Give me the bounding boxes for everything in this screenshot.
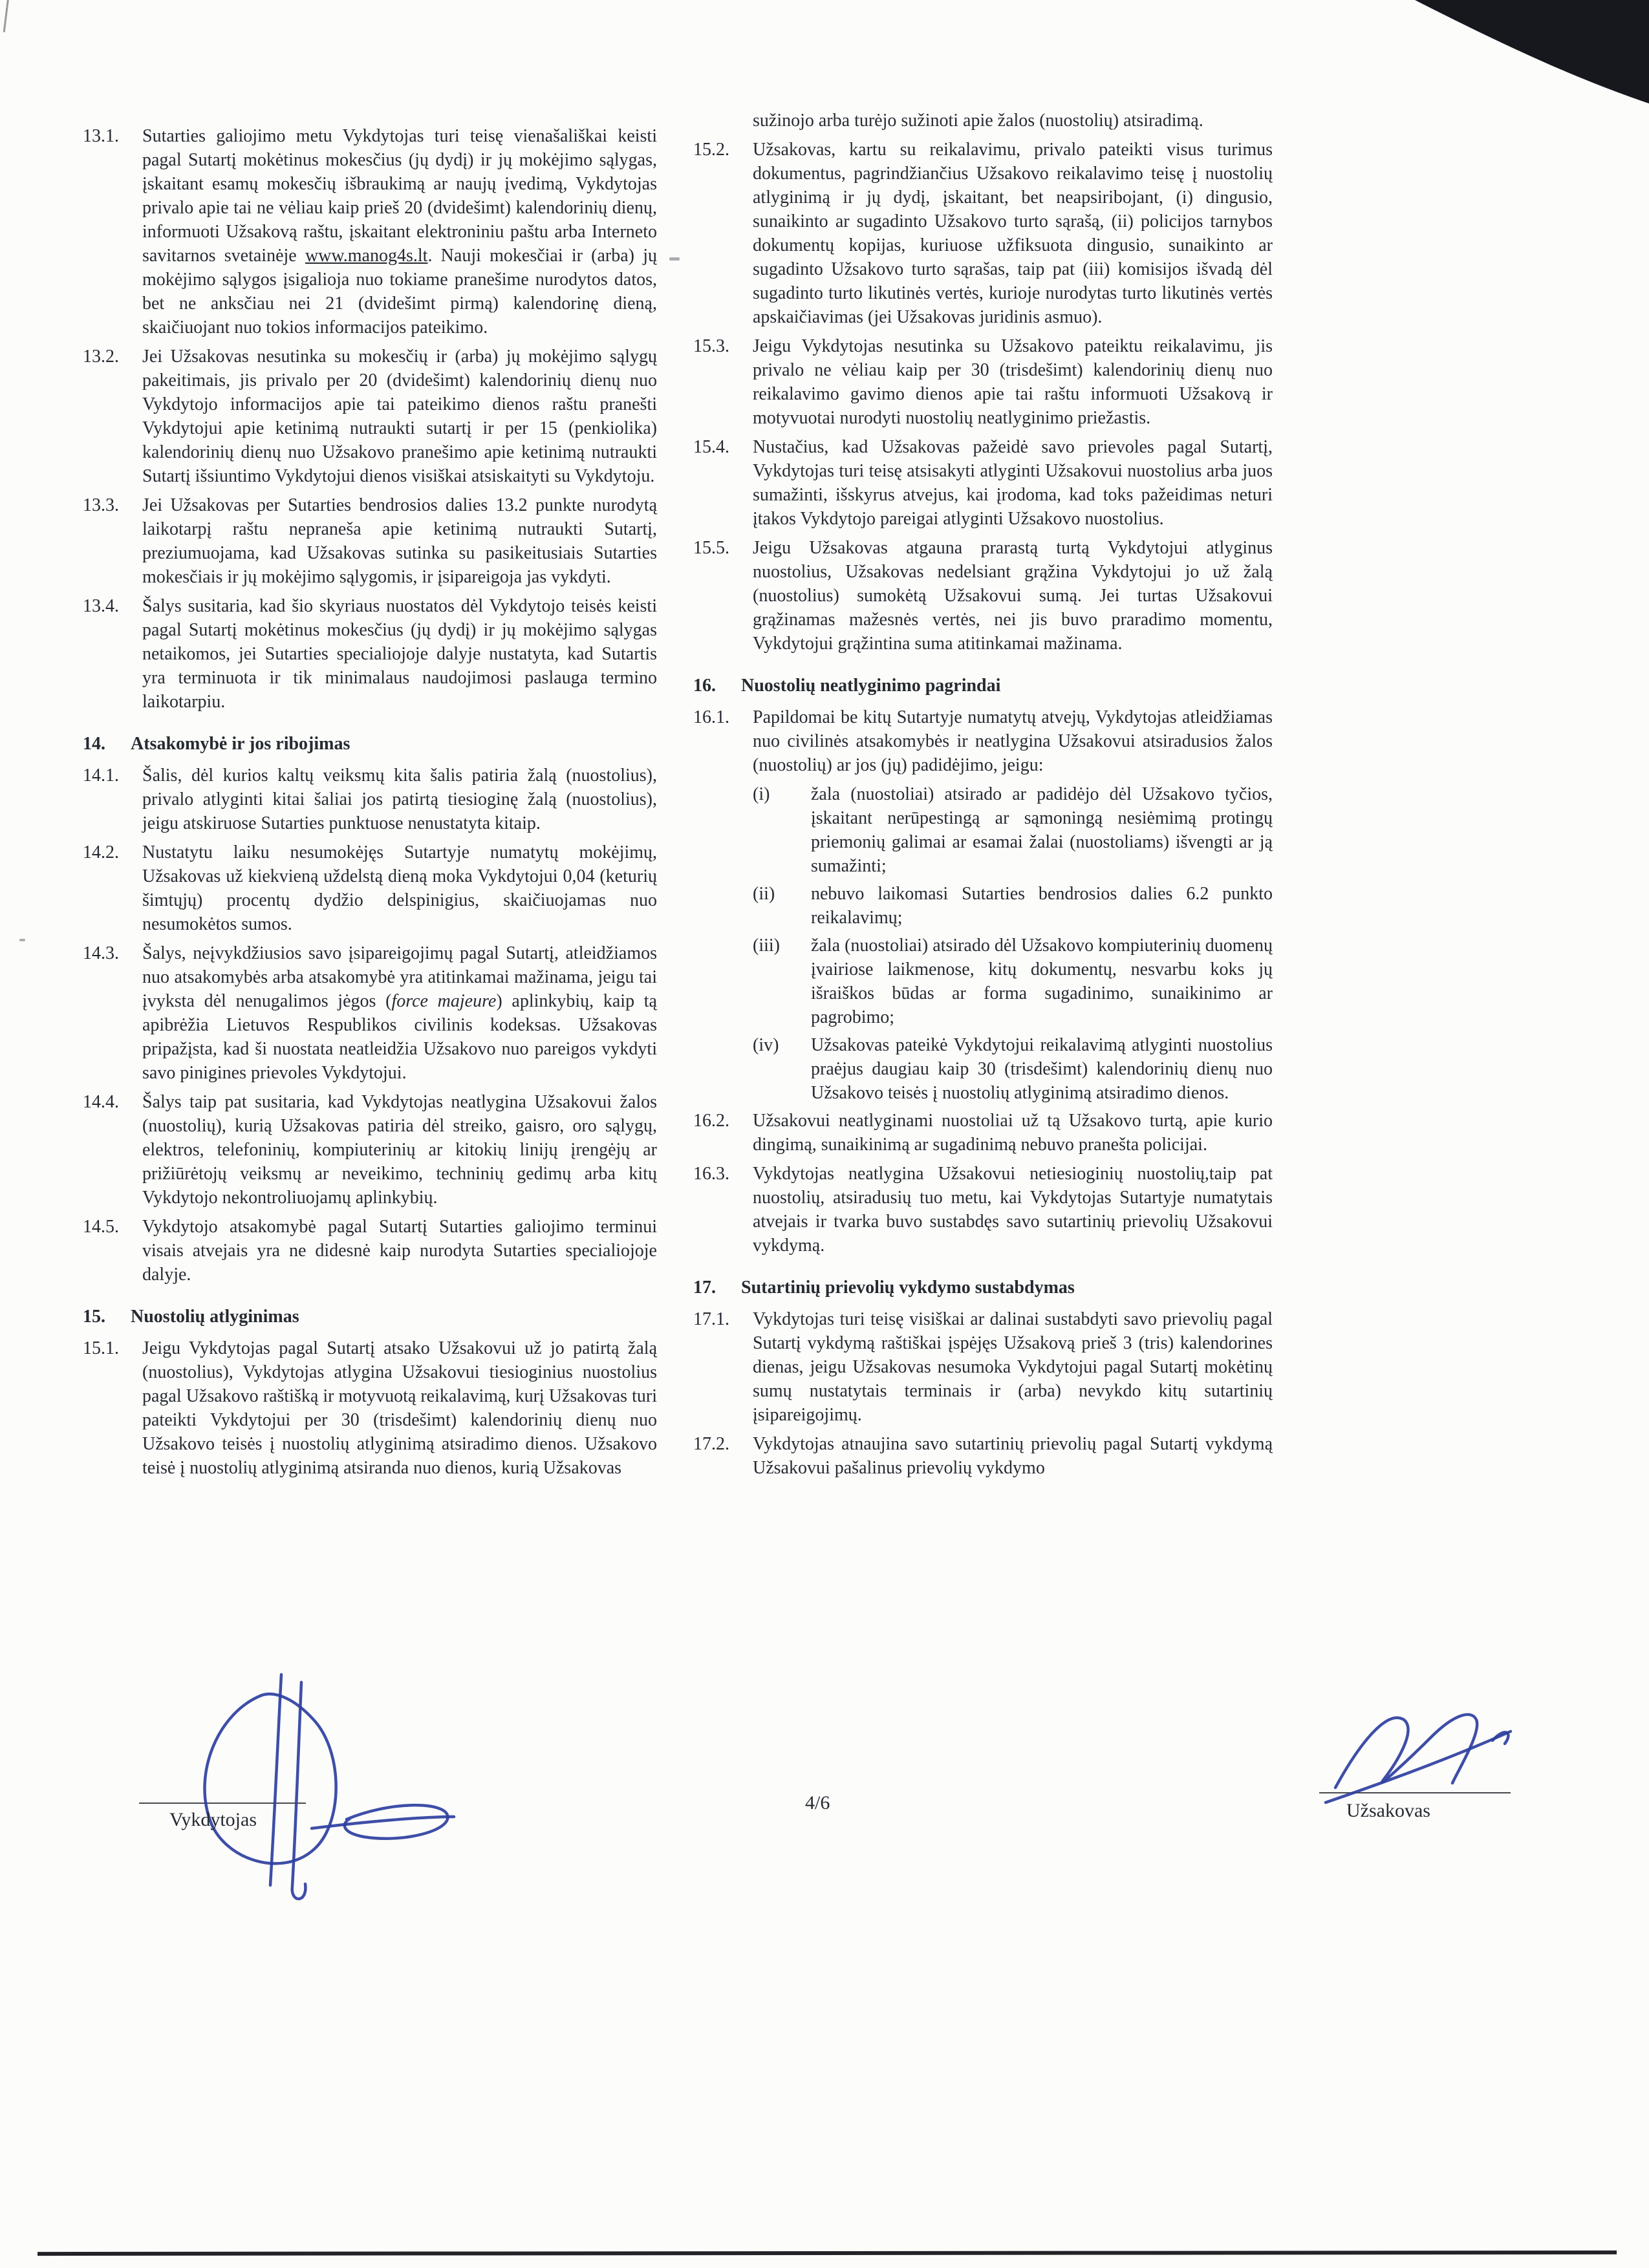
clause-text: Užsakovas, kartu su reikalavimu, privalo pateikti visus turimus dokumentus, pagrindžiančius Užsakovo reikalavimo teisę į nuostolių atlyginimą ir jų dydį, įskaitant, bet neapsiribojant, (i) dingusio, sunaikinto ar sugadinto Užsakovo turto sąrašą, (ii) policijos tarnybos dokumentų kopijas, kuriuose užfiksuota dingusio, sunaikinto ar sugadinto Užsakovo turto sąrašas, taip pat (iii) komisijos išvadą dėl sugadinto turto likutinės vertės, kurioje nurodytas turto likutinės vertės apskaičiavimas (jei Užsakovas juridinis asmuo). (753, 140, 1273, 327)
column-left (83, 124, 657, 1485)
clause-number: 14.4. (83, 1092, 119, 1112)
scan-speck-artifact (19, 939, 25, 941)
clause-text-part: Šalys, neįvykdžiusios savo įsipareigojimų pagal Sutartį, atleidžiamos nuo atsakomybės arba atsakomybė yra atitinkamai mažinama, jeigu tai įvyksta dėl nenugalimos jėgos ( (142, 943, 657, 1011)
clause-text: Jeigu Vykdytojas pagal Sutartį atsako Užsakovui už jo patirtą žalą (nuostolius), Vykdytojas atlygina Užsakovui tiesioginius nuostolius pagal Užsakovo raštišką ir motyvuotą reikalavimą, kurį Užsakovas turi pateikti Vykdytojui per 30 (trisdešimt) kalendorinių dienų nuo Užsakovo teisės į nuostolių atlyginimą atsiradimo dienos. Užsakovo teisė į nuostolių atlyginimą atsiranda nuo dienos, kurią Užsakovas (142, 1338, 657, 1478)
clause (693, 1109, 1273, 1157)
clause-text: Užsakovui neatlyginami nuostoliai už tą Užsakovo turtą, apie kurio dingimą, sunaikinimą ar sugadinimą nebuvo pranešta policijai. (753, 1111, 1273, 1155)
clause-text-italic: force majeure (391, 991, 497, 1011)
clause-number: 14.2. (83, 842, 119, 862)
clause-text-part: . Nauji mokesčiai ir (arba) jų mokėjimo sąlygos įsigalioja nuo tokiame pranešime nurodytos datos, bet ne anksčiau nei 21 (dvidešimt pirmą) kalendorinę dieną, skaičiuojant nuo tokios informacijos pateikimo. (142, 246, 658, 337)
clause-text: Nuostolių neatlyginimo pagrindai (741, 676, 1001, 696)
clause-text: žala (nuostoliai) atsirado ar padidėjo dėl Užsakovo tyčios, įskaitant nerūpestingą ar sąmoningą nesiėmimą protingų priemonių galimai ar esamai žalai (nuostoliams) išvengti ar ją sumažinti; (811, 784, 1273, 876)
clause (693, 536, 1273, 656)
clause-number: 15.5. (693, 538, 729, 558)
scan-speck-artifact (669, 257, 680, 261)
clause-number: 13.4. (83, 596, 119, 616)
clause (83, 1090, 657, 1210)
sub-clause (753, 882, 1273, 930)
clause (693, 138, 1273, 329)
clause (83, 594, 657, 714)
clause-number: 13.1. (83, 126, 119, 146)
clause-text: Nustačius, kad Užsakovas pažeidė savo prievoles pagal Sutartį, Vykdytojas turi teisę atsisakyti atlyginti Užsakovui nuostolius arba juos sumažinti, išskyrus atvejus, kai įrodoma, kad toks pažeidimas neturi įtakos Vykdytojo pareigai atlyginti Užsakovo nuostolius. (753, 437, 1273, 529)
sub-clause (753, 782, 1273, 878)
sub-clause (753, 1033, 1273, 1105)
clause-text: Šalys susitaria, kad šio skyriaus nuostatos dėl Vykdytojo teisės keisti pagal Sutartį mokėtinus mokesčius (jų dydį) ir jų mokėjimo sąlygas netaikomos, jei Sutarties specialiojoje dalyje nustatyta, kad Sutartis yra terminuota ir tik minimalaus naudojimosi paslauga termino laikotarpiu. (142, 596, 657, 712)
section-heading (83, 732, 657, 756)
clause-number: 14.5. (83, 1217, 119, 1237)
clause-text: Vykdytojas neatlygina Užsakovui netiesioginių nuostolių,taip pat nuostolių, atsiradusių tuo metu, kai Vykdytojas Sutartyje numatytais atvejais ir tvarka buvo sustabdęs savo sutartinių prievolių Užsakovui vykdymą. (753, 1164, 1273, 1256)
clause (83, 764, 657, 835)
clause (693, 1162, 1273, 1257)
clause-text: Užsakovas pateikė Vykdytojui reikalavimą atlyginti nuostolius praėjus daugiau kaip 30 (trisdešimt) kalendorinių dienų nuo Užsakovo teisės į nuostolių atlyginimą atsiradimo dienos. (811, 1035, 1273, 1103)
clause (83, 1215, 657, 1287)
inline-link[interactable]: www.manog4s.lt (305, 246, 428, 266)
clause (83, 124, 657, 339)
signature-vykdytojas-ink (149, 1655, 459, 1914)
clause-number: 16. (693, 676, 716, 696)
clause (83, 493, 657, 589)
clause-number: 16.3. (693, 1164, 729, 1184)
clause-continuation (753, 109, 1273, 133)
clause-number: 16.2. (693, 1111, 729, 1131)
clause-text: Jei Užsakovas per Sutarties bendrosios dalies 13.2 punkte nurodytą laikotarpį raštu nepraneša apie ketinimą nutraukti Sutartį, preziumuojama, kad Užsakovas sutinka su pasikeitusiais Sutarties mokesčiais ir jų mokėjimo sąlygomis, ir įsipareigoja jas vykdyti. (142, 495, 657, 587)
clause-number: 15.2. (693, 140, 729, 160)
clause (693, 334, 1273, 430)
clause-number: 15.3. (693, 336, 729, 356)
clause-number: (i) (753, 784, 770, 804)
clause-text: Jeigu Užsakovas atgauna prarastą turtą Vykdytojui atlyginus nuostolius, Užsakovas nedelsiant grąžina Vykdytojui jo už žalą (nuostolius) sumokėtą Užsakovui sumą. Jei turtas Užsakovui grąžinamas mažesnės vertės, nei jis buvo praradimo momentu, Vykdytojui grąžintina suma atitinkamai mažinama. (753, 538, 1273, 654)
clause (83, 840, 657, 936)
clause (693, 705, 1273, 777)
signer-label-vykdytojas: Vykdytojas (169, 1809, 257, 1830)
page-number: 4/6 (805, 1792, 830, 1813)
clause-number: 16.1. (693, 707, 729, 727)
clause (693, 1307, 1273, 1427)
clause-number: 13.3. (83, 495, 119, 515)
clause-number: 14.1. (83, 765, 119, 786)
clause-number: 17. (693, 1278, 716, 1298)
column-right (693, 109, 1273, 1485)
scan-corner-fold-artifact (1410, 0, 1649, 107)
clause-text: Jei Užsakovas nesutinka su mokesčių ir (arba) jų mokėjimo sąlygų pakeitimais, jis privalo per 20 (dvidešimt) kalendorinių dienų nuo Vykdytojo informacijos apie tai pateikimo dienos raštu pranešti Vykdytojui apie ketinimą nutraukti sutartį ir per 15 (penkiolika) kalendorinių dienų nuo Užsakovo pranešimo apie ketinimą nutraukti Sutartį išsiuntimo Vykdytojui dienos visiškai atsiskaityti su Vykdytoju. (142, 347, 657, 486)
clause-number: 15.4. (693, 437, 729, 457)
clause-text: Nuostolių atlyginimas (131, 1307, 299, 1327)
clause-number: (iii) (753, 936, 780, 956)
clause-number: 15. (83, 1307, 105, 1327)
clause-number: 14. (83, 734, 105, 754)
clause-text: Sutartinių prievolių vykdymo sustabdymas (741, 1278, 1075, 1298)
clause-text: Jeigu Vykdytojas nesutinka su Užsakovo pateiktu reikalavimu, jis privalo ne vėliau kaip per 30 (trisdešimt) kalendorinių dienų nuo reikalavimo gavimo dienos apie tai raštu informuoti Užsakovą ir motyvuotai nurodyti nuostolių neatlyginimo priežastis. (753, 336, 1273, 428)
clause-text: Papildomai be kitų Sutartyje numatytų atvejų, Vykdytojas atleidžiamas nuo civilinės atsakomybės ir neatlygina Užsakovui atsiradusios žalos (nuostolių) ar jos (jų) padidėjimo, jeigu: (753, 707, 1273, 775)
sub-clause (753, 934, 1273, 1029)
clause-number: 17.2. (693, 1434, 729, 1454)
clause (693, 435, 1273, 531)
clause (83, 345, 657, 488)
clause-number: 17.1. (693, 1309, 729, 1329)
clause-text (142, 941, 657, 1085)
clause-number: (ii) (753, 884, 775, 904)
clause-number: 13.2. (83, 347, 119, 367)
clause (693, 1432, 1273, 1480)
scan-edge-artifact-topleft (3, 0, 10, 32)
clause-text: Atsakomybė ir jos ribojimas (131, 734, 350, 754)
clause-text: Vykdytojas turi teisę visiškai ar dalinai sustabdyti savo prievolių pagal Sutartį vykdymą raštiškai įspėjęs Užsakovą prieš 3 (tris) kalendorines dienas, jeigu Užsakovas nesumoka Vykdytojui pagal Sutartį mokėtinų sumų nustatytais terminais ir (arba) nevykdo kitų sutartinių įsipareigojimų. (753, 1309, 1273, 1425)
clause-text: Vykdytojo atsakomybė pagal Sutartį Sutarties galiojimo terminui visais atvejais yra ne didesnė kaip nurodyta Sutarties specialiojoje dalyje. (142, 1217, 657, 1285)
clause-number: 15.1. (83, 1338, 119, 1358)
clause-text: nebuvo laikomasi Sutarties bendrosios dalies 6.2 punkto reikalavimų; (811, 884, 1273, 928)
signer-label-uzsakovas: Užsakovas (1346, 1800, 1430, 1821)
clause-text: Vykdytojas atnaujina savo sutartinių prievolių pagal Sutartį vykdymą Užsakovui pašalinus prievolių vykdymo (753, 1434, 1273, 1478)
scan-edge-line-bottom (38, 2251, 1617, 2256)
clause-text: sužinojo arba turėjo sužinoti apie žalos (nuostolių) atsiradimą. (753, 111, 1203, 131)
clause-number: (iv) (753, 1035, 779, 1055)
section-heading (693, 1276, 1273, 1300)
clause (83, 1336, 657, 1480)
clause-text: Šalys taip pat susitaria, kad Vykdytojas neatlygina Užsakovui žalos (nuostolių), kurią Užsakovas patiria dėl streiko, gaisro, oro sąlygų, elektros, telefoninių, kompiuterinių ar kitokių linijų įrengėjų ar prižiūrėtojų veiksmų ar neveikimo, techninių gedimų arba kitų Vykdytojo nekontroliuojamų aplinkybių. (142, 1092, 657, 1208)
clause-number: 14.3. (83, 943, 119, 963)
clause-text (142, 124, 657, 339)
clause-text: Nustatytu laiku nesumokėjęs Sutartyje numatytų mokėjimų, Užsakovas už kiekvieną uždelstą dieną moka Vykdytojui 0,04 (keturių šimtųjų) procentų dydžio delspinigius, skaičiuojamas nuo nesumokėtos sumos. (142, 842, 657, 934)
clause-text-part: ) aplinkybių, kaip tą apibrėžia Lietuvos Respublikos civilinis kodeksas. Užsakovas pripažįsta, kad ši nuostata neatleidžia Užsakovo nuo pareigos vykdyti savo pinigines prievoles Vykdytojui. (142, 991, 657, 1083)
section-heading (693, 674, 1273, 698)
section-heading (83, 1305, 657, 1329)
clause-text: Šalis, dėl kurios kaltų veiksmų kita šalis patiria žalą (nuostolius), privalo atlyginti kitai šaliai jos patirtą tiesioginę žalą (nuostolius), jeigu atskiruose Sutarties punktuose nenustatyta kitaip. (142, 765, 657, 833)
clause-text-part: Sutarties galiojimo metu Vykdytojas turi teisę vienašališkai keisti pagal Sutartį mokėtinus mokesčius (jų dydį) ir jų mokėjimo sąlygas, įskaitant esamų mokesčių išbraukimą ar naujų įvedimą, Vykdytojas privalo apie tai ne vėliau kaip prieš 20 (dvidešimt) kalendorinių dienų, informuoti Užsakovą raštu, įskaitant elektroniniu paštu arba Interneto savitarnos svetainėje (142, 126, 657, 266)
clause-text: žala (nuostoliai) atsirado dėl Užsakovo kompiuterinių duomenų įvairiose laikmenose, kitų dokumentų, nesvarbu koks jų išraiškos būdas ar forma sugadinimo, sunaikinimo ar pagrobimo; (811, 936, 1273, 1027)
clause (83, 941, 657, 1085)
